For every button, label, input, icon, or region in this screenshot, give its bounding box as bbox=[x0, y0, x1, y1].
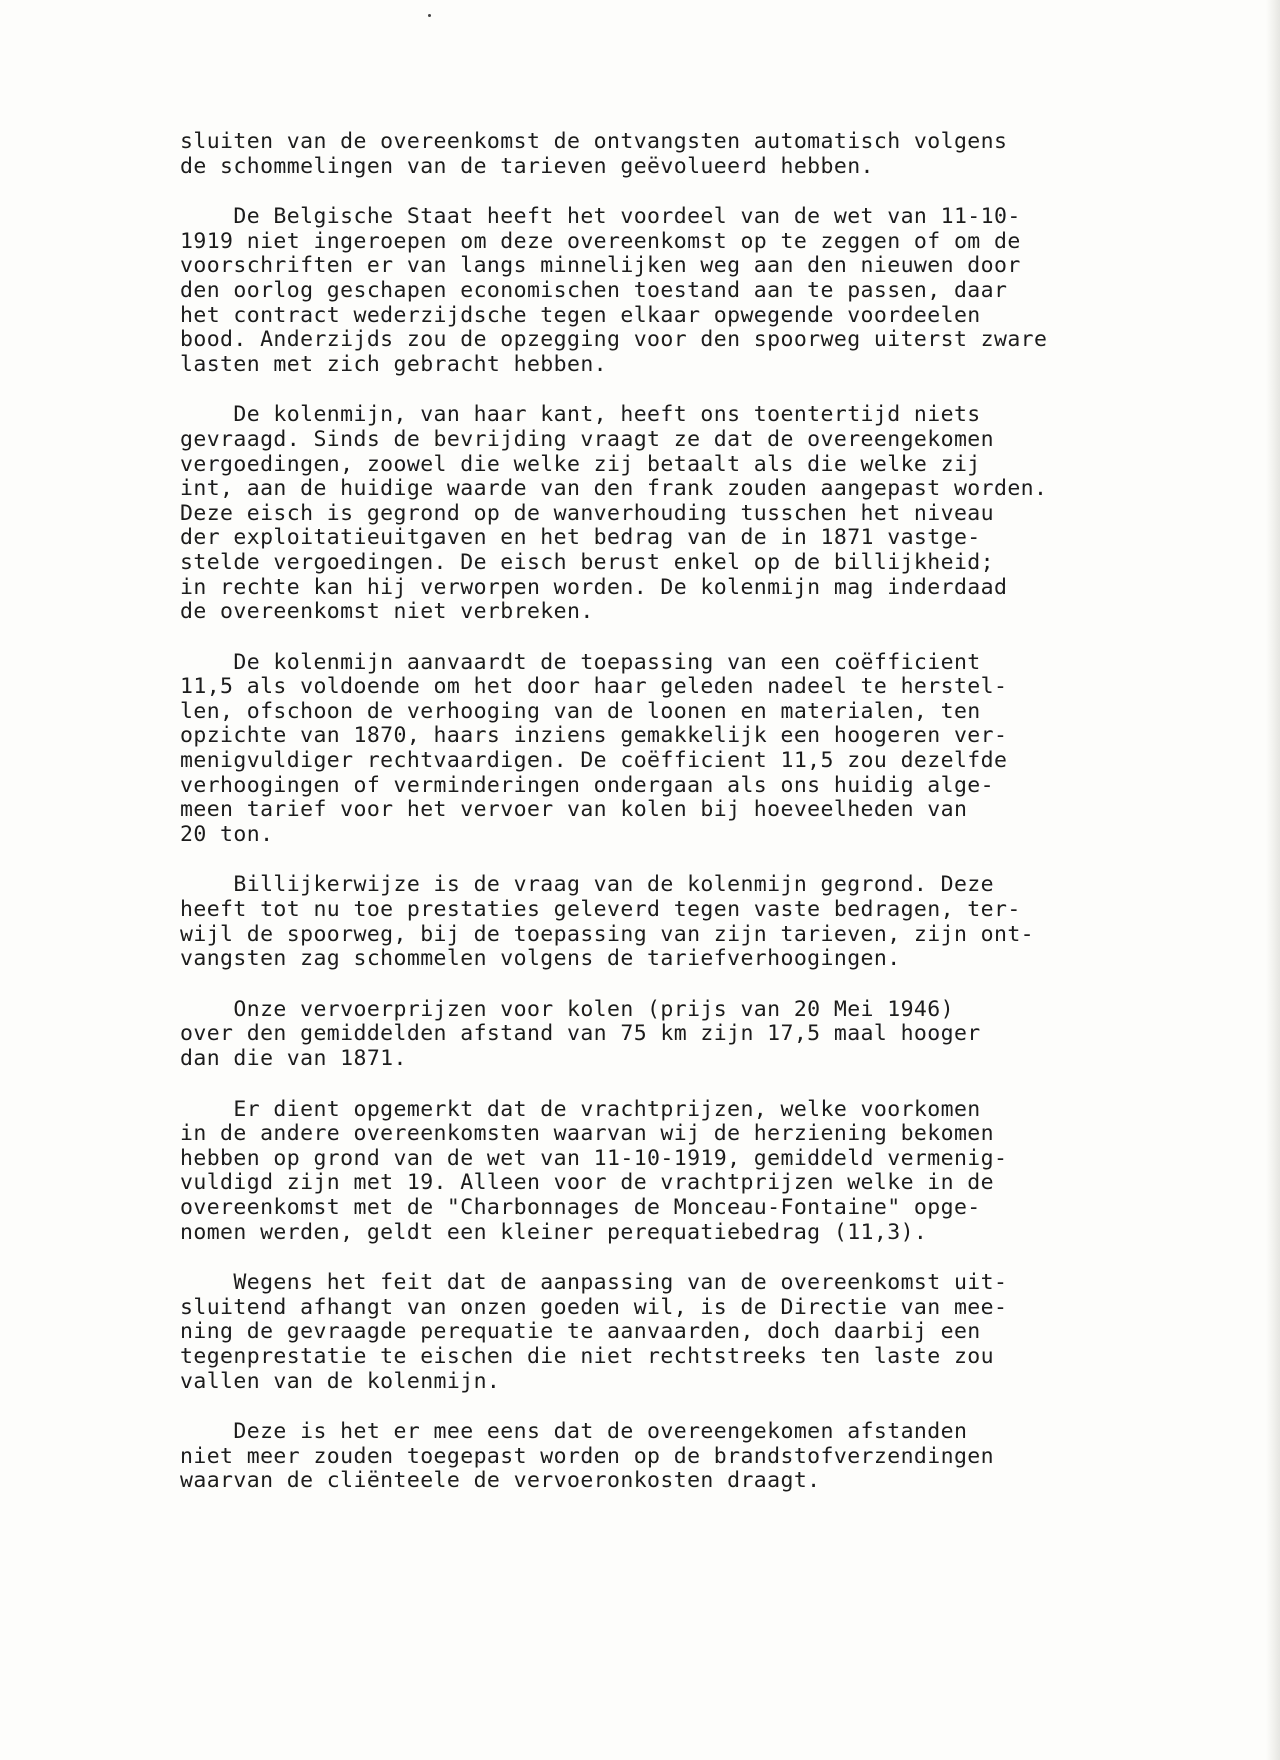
text-line: bood. Anderzijds zou de opzegging voor den spoorweg uiterst zware bbox=[180, 327, 1048, 353]
text-line: sluitend afhangt van onzen goeden wil, is de Directie van mee- bbox=[180, 1294, 1008, 1320]
text-line: niet meer zouden toegepast worden op de brandstofverzendingen bbox=[180, 1443, 994, 1469]
text-line: De Belgische Staat heeft het voordeel van de wet van 11-10- bbox=[180, 204, 1021, 230]
scan-dot bbox=[428, 14, 431, 17]
paragraph bbox=[180, 403, 1180, 624]
text-line: Onze vervoerprijzen voor kolen (prijs van 20 Mei 1946) bbox=[180, 996, 954, 1022]
text-line: in de andere overeenkomsten waarvan wij de herziening bekomen bbox=[180, 1121, 994, 1147]
text-line: in rechte kan hij verworpen worden. De kolenmijn mag inderdaad bbox=[180, 574, 1008, 600]
text-line: dan die van 1871. bbox=[180, 1046, 407, 1071]
text-line: vallen van de kolenmijn. bbox=[180, 1368, 501, 1394]
text-line: 20 ton. bbox=[180, 821, 274, 847]
text-line: waarvan de cliënteele de vervoeronkosten draagt. bbox=[180, 1468, 821, 1494]
text-line: vuldigd zijn met 19. Alleen voor de vrachtprijzen welke in de bbox=[180, 1170, 994, 1196]
text-line: den oorlog geschapen economischen toestand aan te passen, daar bbox=[180, 277, 1008, 303]
text-line: wijl de spoorweg, bij de toepassing van zijn tarieven, zijn ont- bbox=[180, 921, 1035, 947]
text-line: voorschriften er van langs minnelijken weg aan den nieuwen door bbox=[180, 253, 1021, 279]
text-line: verhoogingen of verminderingen ondergaan als ons huidig alge- bbox=[180, 772, 994, 798]
text-line: sluiten van de overeenkomst de ontvangsten automatisch volgens bbox=[180, 129, 1008, 154]
text-line: Deze is het er mee eens dat de overeengekomen afstanden bbox=[180, 1419, 968, 1445]
text-line: opzichte van 1870, haars inziens gemakkelijk een hoogeren ver- bbox=[180, 723, 1008, 749]
text-line: Wegens het feit dat de aanpassing van de overeenkomst uit- bbox=[180, 1270, 1008, 1296]
text-line: het contract wederzijdsche tegen elkaar opwegende voordeelen bbox=[180, 302, 981, 328]
text-line: Deze eisch is gegrond op de wanverhouding tusschen het niveau bbox=[180, 500, 994, 526]
text-line: 11,5 als voldoende om het door haar geleden nadeel te herstel- bbox=[180, 674, 1008, 700]
text-line: gevraagd. Sinds de bevrijding vraagt ze dat de overeengekomen bbox=[180, 426, 994, 452]
paragraph bbox=[180, 130, 1180, 179]
text-line: stelde vergoedingen. De eisch berust enkel op de billijkheid; bbox=[180, 549, 994, 575]
text-line: ning de gevraagde perequatie te aanvaarden, doch daarbij een bbox=[180, 1319, 981, 1345]
text-line: Er dient opgemerkt dat de vrachtprijzen, welke voorkomen bbox=[180, 1096, 981, 1122]
paragraph bbox=[180, 651, 1180, 848]
text-line: overeenkomst met de "Charbonnages de Monceau-Fontaine" opge- bbox=[180, 1194, 981, 1220]
text-line: der exploitatieuitgaven en het bedrag van de in 1871 vastge- bbox=[180, 525, 981, 551]
text-line: lasten met zich gebracht hebben. bbox=[180, 351, 608, 377]
paragraph bbox=[180, 998, 1180, 1072]
text-line: over den gemiddelden afstand van 75 km zijn 17,5 maal hooger bbox=[180, 1021, 981, 1047]
paragraph bbox=[180, 1098, 1180, 1246]
text-line: de overeenkomst niet verbreken. bbox=[180, 599, 594, 625]
text-line: len, ofschoon de verhooging van de loonen en materialen, ten bbox=[180, 698, 981, 724]
text-line: Billijkerwijze is de vraag van de kolenmijn gegrond. Deze bbox=[180, 872, 994, 898]
paragraph bbox=[180, 1271, 1180, 1394]
text-line: vangsten zag schommelen volgens de tariefverhoogingen. bbox=[180, 946, 901, 972]
text-line: meen tarief voor het vervoer van kolen bij hoeveelheden van bbox=[180, 797, 968, 823]
text-line: vergoedingen, zoowel die welke zij betaalt als die welke zij bbox=[180, 451, 981, 477]
text-line: 1919 niet ingeroepen om deze overeenkomst op te zeggen of om de bbox=[180, 228, 1021, 254]
paragraph bbox=[180, 873, 1180, 971]
text-line: De kolenmijn aanvaardt de toepassing van een coëfficient bbox=[180, 649, 981, 675]
text-line: tegenprestatie te eischen die niet rechtstreeks ten laste zou bbox=[180, 1343, 994, 1369]
text-line: heeft tot nu toe prestaties geleverd tegen vaste bedragen, ter- bbox=[180, 897, 1021, 923]
paragraph bbox=[180, 1420, 1180, 1494]
text-line: nomen werden, geldt een kleiner perequatiebedrag (11,3). bbox=[180, 1219, 928, 1245]
typed-letter-body bbox=[180, 130, 1180, 1520]
text-line: int, aan de huidige waarde van den frank zouden aangepast worden. bbox=[180, 476, 1048, 502]
text-line: De kolenmijn, van haar kant, heeft ons toentertijd niets bbox=[180, 402, 981, 428]
scan-edge-shadow bbox=[1266, 0, 1280, 1760]
text-line: menigvuldiger rechtvaardigen. De coëfficient 11,5 zou dezelfde bbox=[180, 748, 1008, 774]
text-line: hebben op grond van de wet van 11-10-1919, gemiddeld vermenig- bbox=[180, 1145, 1008, 1171]
paragraph bbox=[180, 205, 1180, 377]
text-line: de schommelingen van de tarieven geëvolueerd hebben. bbox=[180, 153, 874, 179]
